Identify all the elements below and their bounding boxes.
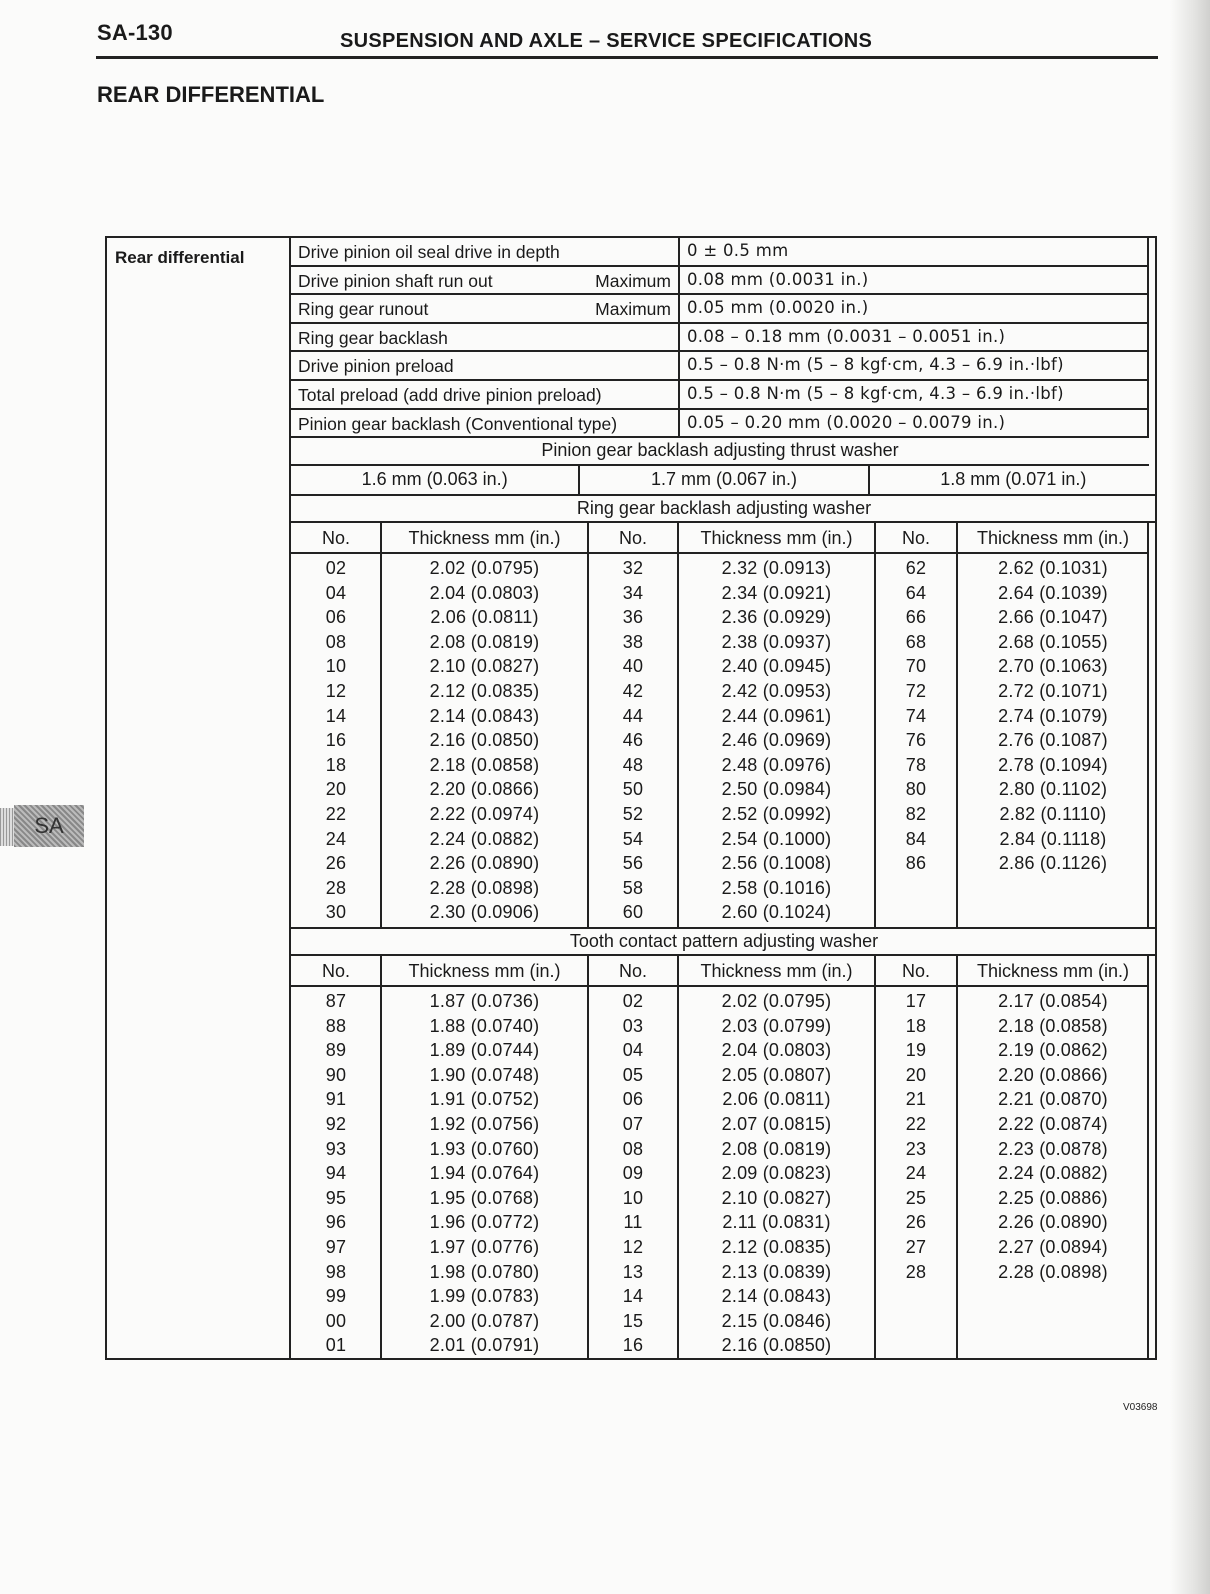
column-header: No.	[901, 961, 930, 981]
washer-thickness: 2.19 (0.0862)	[998, 1040, 1108, 1061]
washer-thickness: 2.70 (0.1063)	[998, 656, 1108, 677]
washer-no: 54	[622, 828, 644, 849]
washer-no: 56	[622, 853, 644, 874]
spec-item: Ring gear backlash	[298, 327, 448, 348]
washer-no: 27	[905, 1236, 927, 1257]
table-row	[291, 605, 1149, 630]
washer-thickness: 2.16 (0.0850)	[429, 730, 540, 751]
thrust-washer-size: 1.7 mm (0.067 in.)	[578, 466, 867, 494]
column-header: No.	[618, 528, 647, 548]
column-divider	[678, 238, 680, 265]
washer-no: 19	[905, 1040, 927, 1061]
table-row	[291, 1161, 1149, 1186]
header-rule	[96, 56, 1158, 59]
washer-thickness: 2.26 (0.0890)	[429, 853, 540, 874]
category-label: Rear differential	[115, 248, 245, 267]
column-header: No.	[321, 961, 350, 981]
column-header: Thickness mm (in.)	[700, 961, 853, 981]
washer-no: 98	[325, 1261, 347, 1282]
column-header: Thickness mm (in.)	[408, 961, 561, 981]
washer-thickness: 2.23 (0.0878)	[998, 1138, 1108, 1159]
washer-no: 82	[905, 803, 927, 824]
spec-row	[291, 410, 1149, 439]
washer-thickness: 2.12 (0.0835)	[429, 680, 540, 701]
washer-no: 87	[325, 991, 347, 1011]
table-row	[291, 679, 1149, 704]
washer-thickness: 2.64 (0.1039)	[998, 582, 1108, 603]
washer-thickness: 2.07 (0.0815)	[721, 1113, 832, 1134]
washer-no: 70	[905, 656, 927, 677]
table-row	[291, 1087, 1149, 1112]
washer-no: 89	[325, 1040, 347, 1061]
washer-no: 10	[325, 656, 347, 677]
washer-no: 74	[905, 705, 927, 726]
washer-thickness: 2.11 (0.0831)	[722, 1212, 831, 1233]
washer-no: 18	[905, 1015, 927, 1036]
washer-thickness: 1.99 (0.0783)	[429, 1286, 540, 1307]
washer-thickness: 2.00 (0.0787)	[429, 1310, 540, 1331]
washer-no: 46	[622, 730, 644, 751]
spec-row	[291, 267, 1149, 296]
table-row	[291, 1137, 1149, 1162]
washer-no: 12	[325, 680, 347, 701]
thrust-washer-size: 1.6 mm (0.063 in.)	[361, 469, 508, 489]
tooth-washer-title: Tooth contact pattern adjusting washer	[291, 929, 1157, 956]
washer-no: 11	[623, 1212, 643, 1233]
washer-thickness: 2.58 (0.1016)	[721, 877, 832, 898]
table-row	[291, 777, 1149, 802]
table-row	[291, 1063, 1149, 1088]
washer-thickness: 2.80 (0.1102)	[998, 779, 1108, 800]
washer-thickness: 2.52 (0.0992)	[721, 803, 832, 824]
thrust-washer-sizes	[291, 466, 1157, 496]
column-divider	[874, 523, 876, 927]
washer-thickness: 1.98 (0.0780)	[429, 1261, 540, 1282]
washer-thickness: 2.72 (0.1071)	[998, 680, 1108, 701]
table-row	[291, 1260, 1149, 1285]
washer-no: 86	[905, 853, 927, 874]
column-header: No.	[901, 528, 930, 548]
column-divider	[678, 267, 680, 294]
washer-thickness: 2.20 (0.0866)	[998, 1064, 1108, 1085]
washer-thickness	[957, 876, 1149, 901]
washer-thickness: 2.17 (0.0854)	[998, 991, 1108, 1011]
table-row	[291, 1186, 1149, 1211]
washer-no: 88	[325, 1015, 347, 1036]
column-divider	[956, 956, 958, 1358]
washer-thickness: 2.62 (0.1031)	[998, 558, 1108, 578]
washer-thickness: 1.87 (0.0736)	[429, 991, 540, 1011]
washer-no: 72	[905, 680, 927, 701]
spec-item: Drive pinion preload	[298, 356, 454, 377]
column-header: Thickness mm (in.)	[408, 528, 561, 548]
washer-thickness: 2.02 (0.0795)	[429, 558, 540, 578]
washer-thickness: 1.97 (0.0776)	[429, 1236, 540, 1257]
washer-thickness: 2.28 (0.0898)	[429, 877, 540, 898]
spec-item: Drive pinion oil seal drive in depth	[298, 242, 560, 262]
washer-thickness: 2.16 (0.0850)	[721, 1335, 832, 1356]
washer-no: 99	[325, 1286, 347, 1307]
washer-thickness: 2.48 (0.0976)	[721, 754, 832, 775]
column-divider	[956, 523, 958, 927]
spec-row	[291, 381, 1149, 410]
washer-no: 00	[325, 1310, 347, 1331]
washer-thickness	[957, 1309, 1149, 1334]
washer-no: 26	[905, 1212, 927, 1233]
washer-no: 04	[622, 1040, 644, 1061]
column-divider	[587, 956, 589, 1358]
washer-thickness: 2.66 (0.1047)	[998, 607, 1108, 628]
washer-thickness: 1.93 (0.0760)	[429, 1138, 540, 1159]
washer-no: 90	[325, 1064, 347, 1085]
column-header: No.	[618, 961, 647, 981]
spec-qualifier: Maximum	[595, 270, 671, 291]
table-row	[291, 1038, 1149, 1063]
washer-thickness: 2.10 (0.0827)	[429, 656, 540, 677]
washer-no: 68	[905, 631, 927, 652]
washer-no	[875, 1309, 957, 1334]
washer-no: 14	[622, 1286, 644, 1307]
washer-no: 16	[622, 1335, 644, 1356]
washer-no: 94	[325, 1163, 347, 1184]
tooth-washer-table	[291, 956, 1149, 1358]
page-edge-shadow	[1170, 0, 1210, 1594]
page-number: SA-130	[97, 20, 173, 45]
washer-thickness: 2.03 (0.0799)	[721, 1015, 832, 1036]
washer-no: 66	[905, 607, 927, 628]
header-title: SUSPENSION AND AXLE – SERVICE SPECIFICATIONS	[340, 30, 873, 52]
spec-value: 0.08 mm (0.0031 in.)	[687, 269, 869, 289]
column-header: Thickness mm (in.)	[976, 961, 1129, 981]
spec-row	[291, 295, 1149, 324]
washer-no: 62	[905, 558, 927, 578]
washer-no	[875, 1333, 957, 1358]
washer-no: 02	[622, 991, 644, 1011]
table-row	[291, 704, 1149, 729]
washer-no: 60	[622, 902, 644, 923]
washer-thickness: 2.74 (0.1079)	[998, 705, 1108, 726]
washer-thickness: 2.76 (0.1087)	[998, 730, 1108, 751]
washer-no: 42	[622, 680, 644, 701]
washer-thickness: 2.46 (0.0969)	[721, 730, 832, 751]
washer-no: 97	[325, 1236, 347, 1257]
washer-thickness	[957, 1333, 1149, 1358]
table-row	[291, 851, 1149, 876]
column-divider	[380, 523, 382, 927]
figure-code: V03698	[1123, 1402, 1158, 1413]
washer-thickness: 2.06 (0.0811)	[430, 607, 539, 628]
table-body	[291, 554, 1149, 925]
column-divider	[587, 523, 589, 927]
washer-thickness: 2.09 (0.0823)	[721, 1163, 832, 1184]
table-right-border	[1147, 956, 1149, 1358]
spec-item: Pinion gear backlash (Conventional type)	[298, 413, 618, 434]
washer-no: 76	[905, 730, 927, 751]
washer-no: 22	[905, 1113, 927, 1134]
table-row	[291, 581, 1149, 606]
thrust-washer-size: 1.8 mm (0.071 in.)	[868, 466, 1157, 494]
washer-no: 22	[325, 803, 347, 824]
column-divider	[677, 956, 679, 1358]
washer-thickness: 2.68 (0.1055)	[998, 631, 1108, 652]
spec-item: Total preload (add drive pinion preload)	[298, 384, 602, 405]
table-row	[291, 1284, 1149, 1309]
washer-thickness: 2.78 (0.1094)	[998, 754, 1108, 775]
washer-no: 38	[622, 631, 644, 652]
washer-no: 48	[622, 754, 644, 775]
washer-thickness: 1.91 (0.0752)	[429, 1089, 540, 1110]
table-row	[291, 728, 1149, 753]
washer-no: 96	[325, 1212, 347, 1233]
side-tab-label: SA	[34, 813, 64, 838]
washer-no: 24	[325, 828, 347, 849]
washer-no: 08	[325, 631, 347, 652]
spec-value: 0.05 – 0.20 mm (0.0020 – 0.0079 in.)	[687, 412, 1006, 432]
washer-no: 07	[622, 1113, 644, 1134]
washer-thickness: 2.20 (0.0866)	[429, 779, 540, 800]
spec-row	[291, 324, 1149, 353]
washer-no	[875, 1284, 957, 1309]
washer-no: 30	[325, 902, 347, 923]
washer-thickness: 2.82 (0.1110)	[999, 803, 1107, 824]
table-row	[291, 556, 1149, 581]
washer-no: 17	[905, 991, 927, 1011]
table-row	[291, 1014, 1149, 1039]
spec-value: 0.08 – 0.18 mm (0.0031 – 0.0051 in.)	[687, 326, 1006, 346]
table-row	[291, 989, 1149, 1014]
table-row	[291, 753, 1149, 778]
washer-no: 92	[325, 1113, 347, 1134]
washer-no: 01	[325, 1335, 347, 1356]
washer-thickness: 2.36 (0.0929)	[721, 607, 832, 628]
washer-thickness: 2.25 (0.0886)	[998, 1187, 1108, 1208]
washer-thickness: 2.14 (0.0843)	[721, 1286, 832, 1307]
washer-thickness: 2.32 (0.0913)	[721, 558, 832, 578]
washer-thickness: 2.13 (0.0839)	[721, 1261, 832, 1282]
washer-thickness: 2.18 (0.0858)	[429, 754, 540, 775]
table-row	[291, 827, 1149, 852]
washer-thickness: 2.05 (0.0807)	[721, 1064, 832, 1085]
column-divider	[380, 956, 382, 1358]
washer-no: 03	[622, 1015, 644, 1036]
washer-thickness	[957, 1284, 1149, 1309]
washer-thickness: 2.28 (0.0898)	[998, 1261, 1108, 1282]
spec-item: Ring gear runout	[298, 299, 429, 320]
spec-value: 0.5 – 0.8 N·m (5 – 8 kgf·cm, 4.3 – 6.9 in.·lbf)	[687, 383, 1064, 403]
washer-thickness	[957, 900, 1149, 925]
washer-thickness: 2.21 (0.0870)	[998, 1089, 1108, 1110]
side-tab	[14, 805, 84, 847]
washer-no: 58	[622, 877, 644, 898]
washer-no: 24	[905, 1163, 927, 1184]
washer-no: 26	[325, 853, 347, 874]
table-header-row	[291, 956, 1149, 987]
washer-thickness: 2.50 (0.0984)	[721, 779, 832, 800]
spec-item: Drive pinion shaft run out	[298, 270, 493, 291]
washer-thickness: 2.18 (0.0858)	[998, 1015, 1108, 1036]
washer-no: 95	[325, 1187, 347, 1208]
washer-no: 02	[325, 558, 347, 578]
ring-washer-table	[291, 523, 1149, 925]
column-header: Thickness mm (in.)	[976, 528, 1129, 548]
table-row	[291, 1112, 1149, 1137]
washer-thickness: 2.06 (0.0811)	[722, 1089, 831, 1110]
washer-no: 80	[905, 779, 927, 800]
washer-no: 09	[622, 1163, 644, 1184]
washer-thickness: 1.92 (0.0756)	[429, 1113, 540, 1134]
washer-no: 84	[905, 828, 927, 849]
thrust-washer-title: Pinion gear backlash adjusting thrust washer	[291, 438, 1149, 466]
column-divider	[678, 381, 680, 408]
washer-no: 08	[622, 1138, 644, 1159]
washer-thickness: 2.04 (0.0803)	[429, 582, 540, 603]
washer-no: 40	[622, 656, 644, 677]
washer-thickness: 2.10 (0.0827)	[721, 1187, 832, 1208]
spec-value: 0.5 – 0.8 N·m (5 – 8 kgf·cm, 4.3 – 6.9 in.·lbf)	[687, 355, 1064, 375]
table-row	[291, 802, 1149, 827]
washer-no: 91	[325, 1089, 347, 1110]
washer-thickness: 2.15 (0.0846)	[721, 1310, 832, 1331]
washer-no: 21	[905, 1089, 927, 1110]
washer-no: 14	[325, 705, 347, 726]
column-divider	[874, 956, 876, 1358]
washer-no: 16	[325, 730, 347, 751]
column-divider	[677, 523, 679, 927]
washer-no: 32	[622, 558, 644, 578]
washer-thickness: 2.86 (0.1126)	[998, 853, 1108, 874]
washer-no: 36	[622, 607, 644, 628]
spec-qualifier: Maximum	[595, 299, 671, 320]
column-divider	[678, 295, 680, 322]
column-divider	[678, 410, 680, 437]
washer-no: 06	[622, 1089, 644, 1110]
washer-no	[875, 900, 957, 925]
washer-thickness: 1.90 (0.0748)	[429, 1064, 540, 1085]
column-divider	[678, 324, 680, 351]
washer-no: 64	[905, 582, 927, 603]
washer-no: 25	[905, 1187, 927, 1208]
spec-rows	[291, 238, 1149, 438]
washer-thickness: 2.26 (0.0890)	[998, 1212, 1108, 1233]
washer-no: 20	[905, 1064, 927, 1085]
washer-thickness: 2.08 (0.0819)	[721, 1138, 832, 1159]
table-header-row	[291, 523, 1149, 554]
washer-thickness: 2.84 (0.1118)	[999, 828, 1107, 849]
washer-thickness: 1.94 (0.0764)	[429, 1163, 540, 1184]
washer-thickness: 1.95 (0.0768)	[429, 1187, 540, 1208]
washer-thickness: 2.22 (0.0974)	[429, 803, 540, 824]
washer-thickness: 2.08 (0.0819)	[429, 631, 540, 652]
spec-value: 0 ± 0.5 mm	[687, 241, 789, 260]
washer-thickness: 2.14 (0.0843)	[429, 705, 540, 726]
washer-no: 06	[325, 607, 347, 628]
washer-no: 05	[622, 1064, 644, 1085]
washer-thickness: 2.38 (0.0937)	[721, 631, 832, 652]
washer-no: 28	[905, 1261, 927, 1282]
washer-no: 20	[325, 779, 347, 800]
washer-thickness: 2.30 (0.0906)	[429, 902, 540, 923]
washer-thickness: 2.27 (0.0894)	[998, 1236, 1108, 1257]
spec-value: 0.05 mm (0.0020 in.)	[687, 298, 869, 318]
table-row	[291, 900, 1149, 925]
washer-thickness: 2.04 (0.0803)	[721, 1040, 832, 1061]
washer-no: 44	[622, 705, 644, 726]
washer-thickness: 2.01 (0.0791)	[429, 1335, 540, 1356]
washer-thickness: 2.56 (0.1008)	[721, 853, 832, 874]
washer-no: 78	[905, 754, 927, 775]
washer-no: 15	[622, 1310, 644, 1331]
column-divider	[678, 352, 680, 379]
section-title: REAR DIFFERENTIAL	[97, 82, 325, 107]
washer-no	[875, 876, 957, 901]
washer-no: 10	[622, 1187, 644, 1208]
spec-row	[291, 352, 1149, 381]
spec-row	[291, 238, 1149, 267]
washer-thickness: 1.96 (0.0772)	[429, 1212, 540, 1233]
washer-no: 34	[622, 582, 644, 603]
table-right-border	[1147, 523, 1149, 927]
washer-thickness: 2.40 (0.0945)	[721, 656, 832, 677]
washer-thickness: 2.24 (0.0882)	[998, 1163, 1108, 1184]
washer-thickness: 2.22 (0.0874)	[998, 1113, 1108, 1134]
table-row	[291, 630, 1149, 655]
washer-no: 04	[325, 582, 347, 603]
washer-thickness: 2.24 (0.0882)	[429, 828, 540, 849]
table-row	[291, 654, 1149, 679]
washer-no: 50	[622, 779, 644, 800]
table-row	[291, 1333, 1149, 1358]
washer-thickness: 1.89 (0.0744)	[429, 1040, 540, 1061]
table-row	[291, 1235, 1149, 1260]
side-tab-edge	[0, 808, 14, 846]
table-body	[291, 987, 1149, 1358]
washer-no: 93	[325, 1138, 347, 1159]
washer-no: 13	[622, 1261, 644, 1282]
column-header: No.	[321, 528, 350, 548]
washer-thickness: 2.54 (0.1000)	[721, 828, 832, 849]
washer-no: 28	[325, 877, 347, 898]
washer-thickness: 2.12 (0.0835)	[721, 1236, 832, 1257]
washer-thickness: 2.42 (0.0953)	[721, 680, 832, 701]
ring-washer-title: Ring gear backlash adjusting washer	[291, 496, 1157, 523]
washer-no: 52	[622, 803, 644, 824]
washer-no: 18	[325, 754, 347, 775]
table-row	[291, 876, 1149, 901]
table-row	[291, 1309, 1149, 1334]
washer-thickness: 2.44 (0.0961)	[721, 705, 832, 726]
washer-no: 12	[622, 1236, 644, 1257]
washer-thickness: 2.60 (0.1024)	[721, 902, 832, 923]
washer-thickness: 2.34 (0.0921)	[721, 582, 832, 603]
column-header: Thickness mm (in.)	[700, 528, 853, 548]
washer-no: 23	[905, 1138, 927, 1159]
table-row	[291, 1210, 1149, 1235]
washer-thickness: 1.88 (0.0740)	[429, 1015, 540, 1036]
washer-thickness: 2.02 (0.0795)	[721, 991, 832, 1011]
